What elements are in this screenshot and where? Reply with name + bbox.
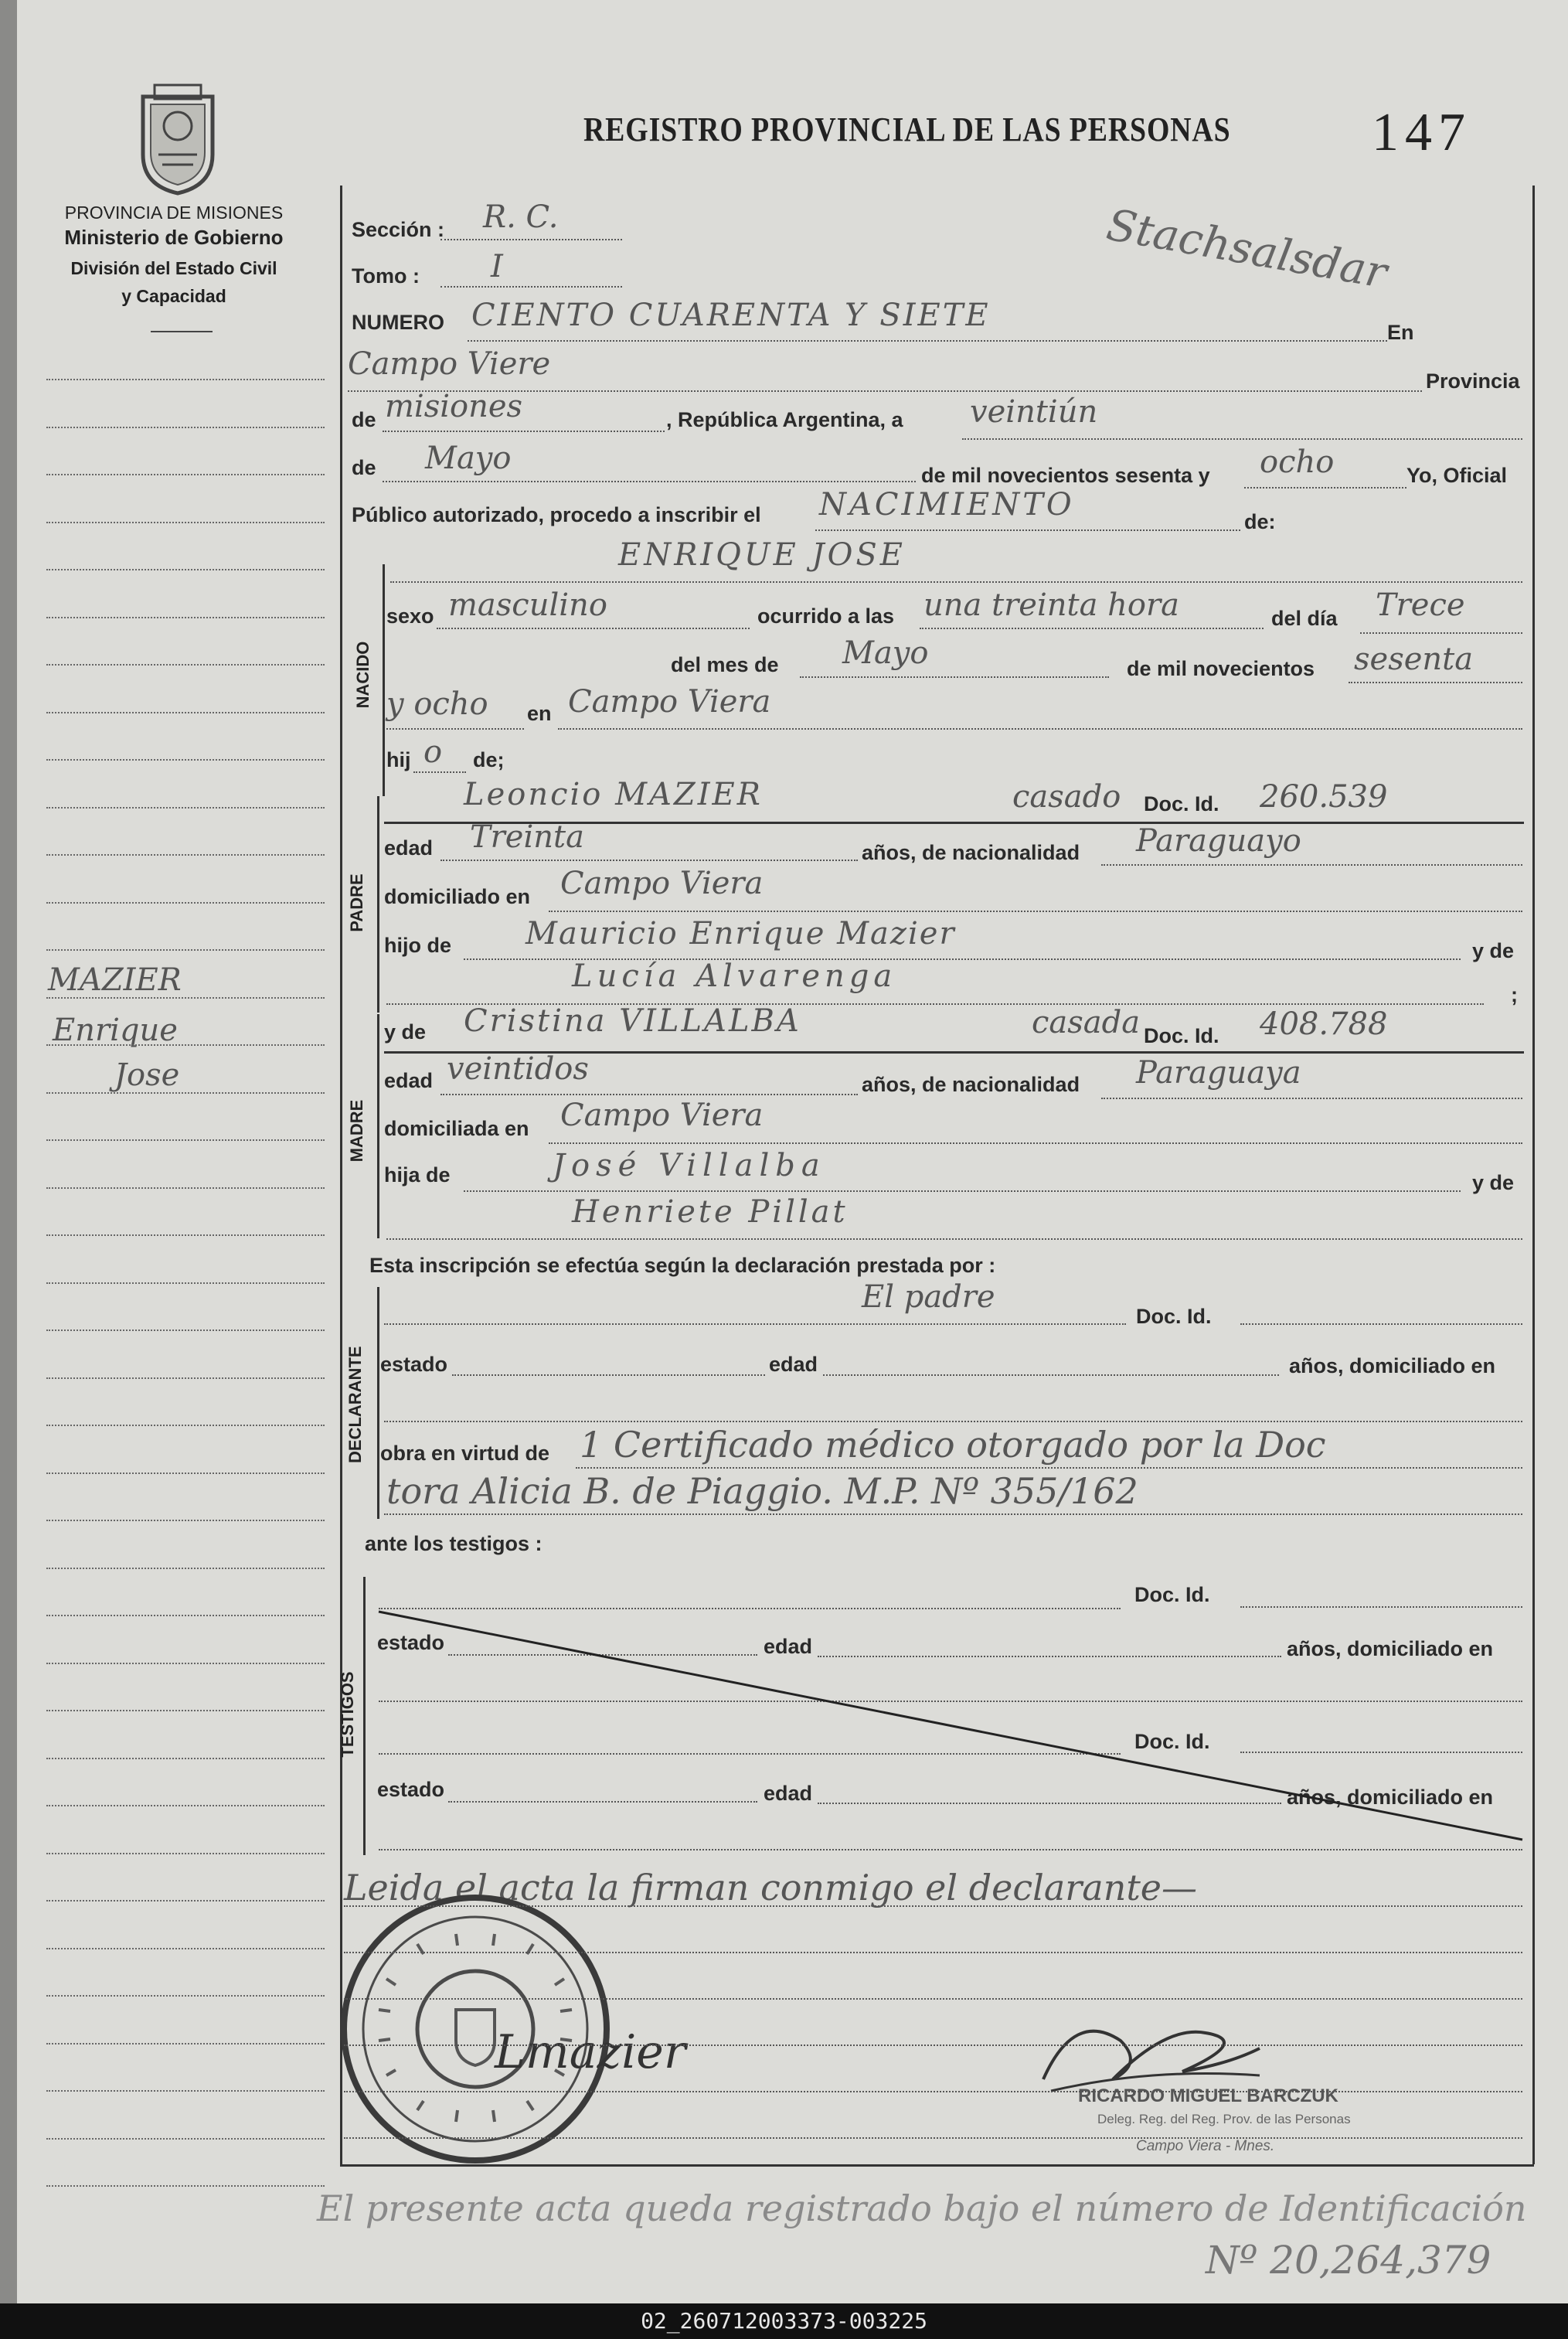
margin-rule (46, 997, 325, 999)
testigo2-edad-label: edad (764, 1782, 813, 1805)
publico-label: Público autorizado, procedo a inscribir el (352, 503, 761, 526)
margin-rule (46, 1615, 325, 1616)
org-capacity: y Capacidad (121, 286, 226, 306)
sexo-dots (437, 628, 750, 629)
margin-rule (46, 1900, 325, 1902)
numero-label: NUMERO (352, 311, 444, 334)
footer-note: El presente acta queda registrado bajo el número de Identificación (317, 2187, 1527, 2229)
nacido-name: ENRIQUE JOSE (618, 537, 906, 573)
padre-edad-value: Treinta (470, 819, 584, 855)
declarante-dots (384, 1323, 1126, 1325)
margin-rule (46, 1995, 325, 1997)
closing-rule (344, 2091, 1522, 2092)
testigos-bracket (363, 1577, 366, 1855)
madre-edad-value: veintidos (447, 1051, 589, 1087)
mil-label: de mil novecientos sesenta y (921, 464, 1210, 487)
obra-value-1: 1 Certificado médico otorgado por la Doc (580, 1424, 1326, 1466)
madre-nac-dots (1101, 1098, 1522, 1099)
en-nacido-label: en (527, 702, 552, 725)
madre-name: Cristina VILLALBA (464, 1003, 801, 1039)
margin-rule (46, 1520, 325, 1521)
padre-dom-value: Campo Viera (560, 866, 764, 901)
declarante-bracket (377, 1287, 379, 1519)
declarante-section-label: DECLARANTE (345, 1346, 365, 1463)
declarante-value: El padre (862, 1279, 995, 1315)
official-place: Campo Viera - Mnes. (1136, 2138, 1275, 2154)
official-title: Deleg. Reg. del Reg. Prov. de las Personas (1097, 2112, 1351, 2126)
padre-edad-label: edad (384, 836, 434, 860)
margin-rule (46, 2185, 325, 2187)
margin-rule (46, 1425, 325, 1426)
margin-rule (46, 1377, 325, 1379)
testigo1-anios-label: años, domiciliado en (1287, 1637, 1494, 1660)
testigo2-doc-label: Doc. Id. (1134, 1730, 1210, 1753)
nacido-name-dots (390, 581, 1522, 583)
padre-dom-label: domiciliado en (384, 885, 531, 908)
margin-rule (46, 664, 325, 666)
cancellation-stroke (371, 1600, 1530, 1847)
testigo1-edad-label: edad (764, 1635, 813, 1658)
tomo-value: I (491, 249, 503, 284)
sexo-label: sexo (386, 604, 434, 628)
dia-dots (1360, 632, 1522, 634)
margin-rule (46, 1330, 325, 1331)
testigos-label: ante los testigos : (365, 1532, 543, 1555)
madre-edad-dots (440, 1094, 858, 1095)
declarante-edad-dots (823, 1374, 1279, 1376)
padre-bracket (377, 796, 379, 1013)
closing-rule (344, 1905, 1522, 1907)
anio-dots (1349, 682, 1522, 683)
province-value: misiones (385, 389, 523, 424)
declarante-estado-dots (452, 1374, 765, 1376)
margin-rule (46, 949, 325, 951)
margin-rule (46, 1568, 325, 1569)
seccion-label: Sección : (352, 218, 445, 241)
numero-dots (468, 340, 1387, 342)
padre-doc-label: Doc. Id. (1144, 792, 1219, 815)
anio-value-1: sesenta (1354, 642, 1474, 677)
en-label: En (1387, 321, 1414, 344)
frame-right-line (1532, 186, 1535, 2164)
padre-hijo-value-2: Lucía Alvarenga (572, 958, 897, 994)
padre-edad-dots (440, 860, 858, 861)
closing-rule (344, 1998, 1522, 2000)
mes-label: del mes de (671, 653, 779, 676)
padre-name: Leoncio MAZIER (464, 777, 763, 812)
obra-value-2: tora Alicia B. de Piaggio. M.P. Nº 355/162 (386, 1470, 1138, 1512)
closing-rule (344, 2137, 1522, 2139)
year-dots (1244, 487, 1406, 489)
org-underline (151, 331, 213, 332)
margin-rule (46, 1092, 325, 1094)
margin-rule (46, 1234, 325, 1236)
hij-label: hij (386, 748, 411, 771)
margin-rule (46, 1948, 325, 1949)
mil-nacido-label: de mil novecientos (1127, 657, 1315, 680)
hij-dots (413, 771, 466, 773)
madre-estado-civil: casada (1032, 1005, 1141, 1040)
provincial-emblem (128, 81, 228, 197)
margin-rule (46, 522, 325, 523)
madre-dom-label: domiciliada en (384, 1117, 529, 1140)
madre-dom-value: Campo Viera (560, 1098, 764, 1133)
nacido-section-label: NACIDO (353, 641, 372, 709)
closing-rule (344, 2044, 1522, 2046)
page-number: 147 (1372, 103, 1471, 162)
obra-dots-1 (576, 1467, 1522, 1469)
testigo2-anios-label: años, domiciliado en (1287, 1786, 1494, 1809)
declarante-anios-label: años, domiciliado en (1289, 1354, 1496, 1377)
madre-hija2-dots (386, 1238, 1522, 1240)
margin-rule (46, 1805, 325, 1806)
hora-value: una treinta hora (923, 587, 1179, 623)
declarante-edad-label: edad (769, 1353, 818, 1376)
padre-y-de-label: y de (1472, 939, 1515, 962)
madre-hija-dots (464, 1190, 1461, 1192)
testigo1-doc-label: Doc. Id. (1134, 1583, 1210, 1606)
lugar-dots (558, 728, 1522, 730)
madre-section-label: MADRE (347, 1099, 366, 1163)
tomo-dots (440, 286, 622, 288)
margin-rule (46, 2090, 325, 2092)
month-dots (383, 481, 916, 482)
closing-rule (344, 1952, 1522, 1953)
padre-nac-dots (1101, 864, 1522, 866)
declarant-signature: Lmazier (495, 2025, 686, 2079)
tomo-label: Tomo : (352, 264, 420, 288)
nacido-bracket (383, 564, 385, 796)
margin-rule (46, 569, 325, 570)
madre-edad-label: edad (384, 1069, 434, 1092)
declarante-dom-dots (384, 1421, 1522, 1422)
margin-note-name1: Enrique (53, 1013, 178, 1048)
madre-hija-value-2: Henriete Pillat (572, 1194, 849, 1230)
anio-value-2: y ocho (386, 686, 488, 722)
mes-value: Mayo (842, 635, 929, 671)
identification-number: Nº 20,264,379 (1206, 2238, 1491, 2283)
madre-nac-value: Paraguaya (1136, 1055, 1301, 1091)
de-nacido-label: de; (473, 748, 505, 771)
margin-rule (46, 1139, 325, 1141)
dia-value: Trece (1376, 587, 1465, 623)
margin-rule (46, 1758, 325, 1759)
margin-note-surname: MAZIER (48, 962, 182, 998)
padre-semicolon: ; (1511, 983, 1518, 1006)
declarante-estado-label: estado (380, 1353, 448, 1376)
de-label-2: de (352, 456, 376, 479)
margin-rule (46, 1663, 325, 1664)
month-value: Mayo (425, 441, 512, 476)
scan-label: 02_260712003373-003225 (641, 2308, 927, 2334)
margin-rule (46, 712, 325, 713)
numero-value: CIENTO CUARENTA Y SIETE (471, 298, 991, 333)
margin-rule (46, 1473, 325, 1474)
madre-dom-dots (549, 1142, 1522, 1144)
declarante-doc-label: Doc. Id. (1136, 1305, 1212, 1328)
org-province: PROVINCIA DE MISIONES (64, 203, 284, 223)
madre-y-de-label-2: y de (1472, 1171, 1515, 1194)
day-value: veintiún (970, 394, 1098, 430)
margin-rule (46, 2043, 325, 2044)
margin-rule (46, 617, 325, 618)
top-signature: Stachsalsdar (1103, 199, 1391, 299)
declarante-intro: Esta inscripción se efectúa según la declaración prestada por : (369, 1254, 996, 1277)
org-division: División del Estado Civil (70, 258, 277, 278)
margin-rule (46, 2138, 325, 2140)
madre-bracket (377, 1014, 379, 1238)
anio2-dots (386, 728, 524, 730)
sexo-value: masculino (448, 587, 607, 623)
act-value: NACIMIENTO (819, 487, 1075, 523)
margin-rule (46, 427, 325, 428)
seccion-dots (440, 239, 622, 240)
padre-hijo-label: hijo de (384, 934, 451, 957)
day-dots (962, 438, 1522, 440)
madre-nac-label: años, de nacionalidad (862, 1073, 1080, 1096)
margin-note-name2: Jose (114, 1057, 180, 1093)
padre-nac-value: Paraguayo (1136, 823, 1301, 859)
del-dia-label: del día (1271, 607, 1338, 630)
padre-dom-dots (549, 911, 1522, 912)
official-name: RICARDO MIGUEL BARCZUK (1078, 2085, 1338, 2106)
testigos-section-label: TESTIGOS (338, 1671, 357, 1758)
org-ministry: Ministerio de Gobierno (64, 226, 284, 249)
margin-rule (46, 807, 325, 809)
margin-rule (46, 854, 325, 856)
margin-rule (46, 902, 325, 904)
margin-rule (46, 1853, 325, 1854)
padre-doc-value: 260.539 (1260, 779, 1388, 815)
obra-label: obra en virtud de (380, 1442, 550, 1465)
republica-label: , República Argentina, a (666, 408, 903, 431)
declarante-doc-dots (1240, 1323, 1522, 1325)
lugar-value: Campo Viera (568, 684, 771, 720)
seccion-value: R. C. (483, 199, 559, 235)
year-value: ocho (1260, 444, 1335, 480)
hora-dots (920, 628, 1264, 629)
padre-hijo-value-1: Mauricio Enrique Mazier (526, 916, 956, 952)
frame-left-line (340, 186, 342, 2164)
margin-rule (46, 1282, 325, 1284)
margin-rule (46, 1710, 325, 1711)
yo-label: Yo, Oficial (1406, 464, 1508, 487)
margin-rule (46, 759, 325, 761)
madre-doc-value: 408.788 (1260, 1006, 1388, 1042)
obra-dots-2 (384, 1513, 1522, 1515)
provincia-label: Provincia (1426, 369, 1520, 393)
madre-hija-label: hija de (384, 1163, 451, 1187)
padre-nac-label: años, de nacionalidad (862, 841, 1080, 864)
margin-rule (46, 1044, 325, 1046)
de-label: de (352, 408, 376, 431)
de-colon-label: de: (1244, 510, 1276, 533)
padre-section-label: PADRE (347, 873, 366, 932)
binding-edge (0, 0, 17, 2303)
province-dots (383, 431, 665, 432)
testigo2-estado-label: estado (377, 1778, 445, 1801)
testigo2-dom-dots (379, 1849, 1522, 1850)
place-value: Campo Viere (348, 346, 551, 382)
padre-estado-civil: casado (1012, 779, 1121, 815)
margin-rule (46, 1187, 325, 1189)
margin-rule (46, 379, 325, 380)
margin-rule (46, 474, 325, 475)
madre-hija-value-1: José Villalba (553, 1148, 826, 1183)
testigo1-estado-label: estado (377, 1631, 445, 1654)
madre-y-de-label: y de (384, 1020, 427, 1044)
page-title: REGISTRO PROVINCIAL DE LAS PERSONAS (583, 111, 1231, 148)
closing-text: Leida el acta la firman conmigo el declarante— (344, 1867, 1198, 1908)
ocurrido-label: ocurrido a las (757, 604, 895, 628)
madre-doc-label: Doc. Id. (1144, 1024, 1219, 1047)
mes-dots (800, 676, 1109, 678)
hij-value: o (423, 734, 443, 770)
act-dots (815, 529, 1240, 531)
